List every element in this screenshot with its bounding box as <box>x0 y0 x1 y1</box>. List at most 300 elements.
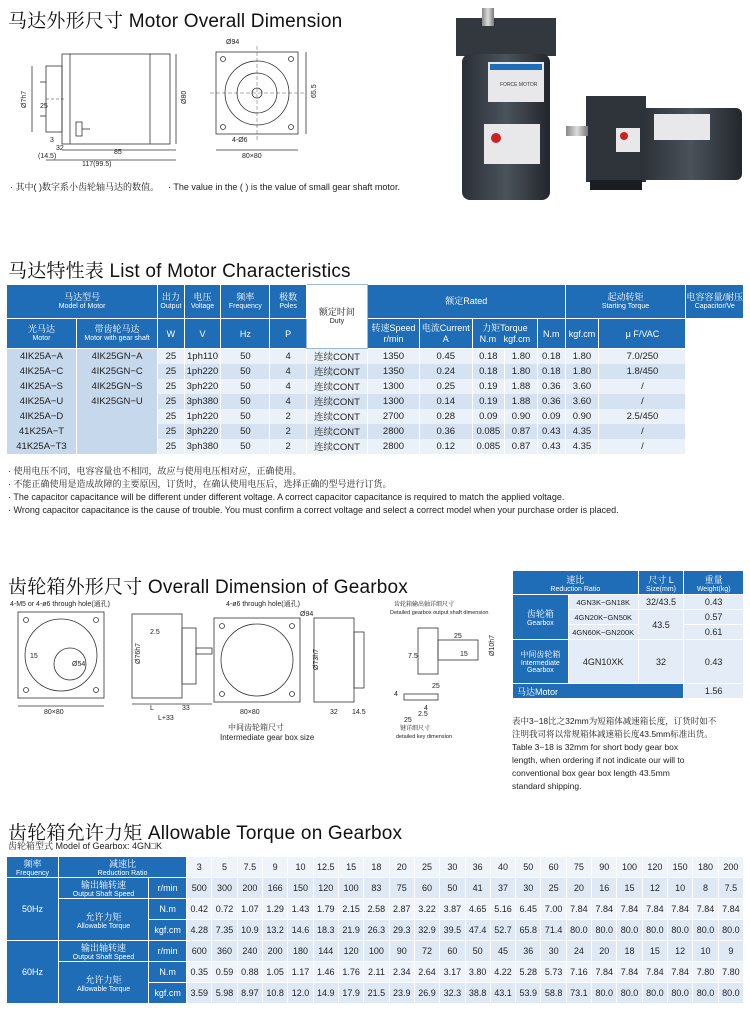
value-cell: 7.84 <box>592 899 617 920</box>
weight-cell: 0.43 <box>684 595 744 610</box>
table-cell: 1300 <box>368 379 420 394</box>
dim-shaft-25: 25 <box>454 633 462 640</box>
value-cell: 80.0 <box>566 920 591 941</box>
table-cell: 25 <box>158 364 185 379</box>
dim-shaft-dia: Ø7h7 <box>21 90 28 108</box>
value-cell: 20 <box>566 878 591 899</box>
value-cell: 15 <box>642 941 667 962</box>
value-cell: 25 <box>541 878 566 899</box>
table-cell: 25 <box>158 394 185 409</box>
inter-label-en: Intermediate gear box size <box>220 733 315 742</box>
value-cell: 7.84 <box>642 899 667 920</box>
header-rated: 额定Rated <box>368 285 565 319</box>
section-title-motor-characteristics <box>8 256 351 283</box>
dim-7-5: 7.5 <box>408 653 418 660</box>
table-cell: 4 <box>270 349 306 364</box>
value-cell: 21.9 <box>338 920 363 941</box>
value-cell: 80.0 <box>693 920 718 941</box>
dim-32: 32 <box>56 145 64 152</box>
value-cell: 3.87 <box>440 899 465 920</box>
unit-v: V <box>184 319 221 349</box>
nameplate-text: FORCE MOTOR <box>500 82 538 88</box>
table-cell: 0.09 <box>538 409 565 424</box>
table-cell: 0.43 <box>538 439 565 454</box>
value-cell: 180 <box>288 941 313 962</box>
dim-10: Ø10h7 <box>489 634 496 656</box>
value-cell: 5.16 <box>490 899 515 920</box>
value-cell: 0.42 <box>187 899 212 920</box>
value-cell: 73.1 <box>566 983 591 1004</box>
table-cell: 0.085 <box>472 424 504 439</box>
value-cell: 80.0 <box>617 920 642 941</box>
table-cell: 0.18 <box>472 349 504 364</box>
table-cell: 1.80 <box>565 364 599 379</box>
table-cell: 0.36 <box>538 379 565 394</box>
table-cell <box>76 439 157 454</box>
value-cell: 7.84 <box>668 899 693 920</box>
table-cell: 连续CONT <box>306 424 367 439</box>
ratio-cell: 15 <box>338 857 363 878</box>
value-cell: 7.84 <box>668 962 693 983</box>
value-cell: 72 <box>414 941 439 962</box>
section-title-gearbox-dimension <box>8 572 408 599</box>
value-cell: 30 <box>541 941 566 962</box>
table-cell: 4IK25GN−A <box>76 349 157 364</box>
value-cell: 0.72 <box>212 899 237 920</box>
table-cell: 0.25 <box>419 379 472 394</box>
value-cell: 80.0 <box>718 920 743 941</box>
value-cell: 12.0 <box>288 983 313 1004</box>
table-cell: 0.45 <box>419 349 472 364</box>
value-cell: 18 <box>617 941 642 962</box>
value-cell: 53.9 <box>516 983 541 1004</box>
size-cell: 32 <box>638 640 684 684</box>
dim-94: Ø94 <box>226 39 240 46</box>
unit-label: N.m <box>149 962 187 983</box>
unit-label: kgf.cm <box>149 983 187 1004</box>
value-cell: 240 <box>237 941 262 962</box>
value-cell: 41 <box>465 878 490 899</box>
gearbox-paragraph <box>512 715 746 793</box>
header-torque: 力矩Torque N.m kgf.cm <box>472 319 537 349</box>
gearbox-dimension-drawing <box>8 598 508 748</box>
title-en: Allowable Torque on Gearbox <box>147 823 403 844</box>
value-cell: 30 <box>516 878 541 899</box>
value-cell: 37 <box>490 878 515 899</box>
table-cell: 3ph380 <box>184 439 221 454</box>
value-cell: 7.00 <box>541 899 566 920</box>
table-cell: 4IK25A−U <box>7 394 77 409</box>
header-weight: 重量 Weight(kg) <box>684 571 744 595</box>
ratio-cell: 30 <box>440 857 465 878</box>
table-cell: 1.88 <box>505 394 538 409</box>
table-cell: 0.18 <box>472 364 504 379</box>
dim-shaft-15: 15 <box>460 651 468 658</box>
value-cell: 6.45 <box>516 899 541 920</box>
table-cell: 1300 <box>368 394 420 409</box>
table-cell: 4.35 <box>565 439 599 454</box>
weight-cell: 1.56 <box>684 684 744 699</box>
value-cell: 80.0 <box>592 983 617 1004</box>
table-cell: 3.60 <box>565 394 599 409</box>
ratio-cell: 20 <box>389 857 414 878</box>
value-cell: 4.22 <box>490 962 515 983</box>
unit-nm: N.m <box>538 319 565 349</box>
value-cell: 58.8 <box>541 983 566 1004</box>
ratio-cell: 9 <box>263 857 288 878</box>
table-cell: 4IK25A−A <box>7 349 77 364</box>
table-cell: 连续CONT <box>306 439 367 454</box>
key-en: detailed key dimension <box>396 734 452 740</box>
value-cell: 3.22 <box>414 899 439 920</box>
ratio-cell: 150 <box>668 857 693 878</box>
table-cell: / <box>599 439 686 454</box>
motor-characteristics-table <box>6 284 744 454</box>
table-cell: 50 <box>221 349 270 364</box>
ratio-cell: 200 <box>718 857 743 878</box>
title-en: List of Motor Characteristics <box>109 261 351 282</box>
table-cell: 4IK25GN−C <box>76 364 157 379</box>
dim-80x80-b: 80×80 <box>240 709 260 716</box>
value-cell: 500 <box>187 878 212 899</box>
table-cell: 1.8/450 <box>599 364 686 379</box>
para-line: 注明我司将以常规箱体减速箱长度43.5mm标准出货。 <box>512 729 713 739</box>
motor-photo <box>440 4 746 204</box>
dim-94-b: Ø94 <box>300 611 314 618</box>
dim-65-5: 65.5 <box>311 84 318 98</box>
value-cell: 7.84 <box>617 962 642 983</box>
value-cell: 3.80 <box>465 962 490 983</box>
table-cell: 1ph110 <box>184 349 221 364</box>
value-cell: 4.28 <box>187 920 212 941</box>
value-cell: 8.97 <box>237 983 262 1004</box>
table-cell: 0.18 <box>538 349 565 364</box>
para-line: Table 3−18 is 32mm for short body gear box <box>512 742 679 752</box>
table-cell: 0.90 <box>505 409 538 424</box>
value-cell: 14.9 <box>313 983 338 1004</box>
value-cell: 10 <box>668 878 693 899</box>
table-cell: 3ph220 <box>184 424 221 439</box>
value-cell: 80.0 <box>693 983 718 1004</box>
table-cell: 1350 <box>368 364 420 379</box>
value-cell: 600 <box>187 941 212 962</box>
header-model: 马达型号 Model of Motor <box>7 285 158 319</box>
dim-54: Ø54 <box>72 661 86 668</box>
gearbox-model-line: 齿轮箱型式 Model of Gearbox: 4GN□K <box>8 841 162 851</box>
ratio-cell: 100 <box>617 857 642 878</box>
ratio-cell: 4GN10XK <box>568 640 638 684</box>
table-cell: 0.09 <box>472 409 504 424</box>
header-capacitor: 电容容量/耐压 Capacitor/Ve <box>686 285 744 319</box>
table-cell: 3.60 <box>565 379 599 394</box>
unit-kgf: kgf.cm <box>565 319 599 349</box>
header-gear-motor: 带齿轮马达 Motor with gear shaft <box>76 319 157 349</box>
dim-117: 117(99.5) <box>82 161 112 168</box>
value-cell: 39.5 <box>440 920 465 941</box>
table-cell: 4IK25A−D <box>7 409 77 424</box>
value-cell: 360 <box>212 941 237 962</box>
value-cell: 60 <box>440 941 465 962</box>
table-cell: 1.80 <box>565 349 599 364</box>
ratio-cell: 18 <box>364 857 389 878</box>
torque-nm-row <box>7 962 744 983</box>
table-cell: 连续CONT <box>306 364 367 379</box>
value-cell: 7.80 <box>718 962 743 983</box>
dim-14-5: (14.5) <box>38 153 57 160</box>
value-cell: 7.84 <box>566 899 591 920</box>
table-cell: 0.43 <box>538 424 565 439</box>
table-cell: 0.085 <box>472 439 504 454</box>
value-cell: 0.59 <box>212 962 237 983</box>
unit-label: N.m <box>149 899 187 920</box>
ratio-cell: 4GN3K−GN18K <box>568 595 638 610</box>
table-cell: 0.14 <box>419 394 472 409</box>
value-cell: 43.1 <box>490 983 515 1004</box>
value-cell: 1.17 <box>288 962 313 983</box>
value-cell: 26.3 <box>364 920 389 941</box>
note-en-value: · The value in the ( ) is the value of small gear shaft motor. <box>168 182 400 192</box>
value-cell: 10.9 <box>237 920 262 941</box>
value-cell: 7.84 <box>592 962 617 983</box>
torque-label: 允许力矩 Allowable Torque <box>59 962 149 1004</box>
unit-w: W <box>158 319 185 349</box>
value-cell: 120 <box>313 878 338 899</box>
table-cell: 0.12 <box>419 439 472 454</box>
value-cell: 3.59 <box>187 983 212 1004</box>
value-cell: 23.9 <box>389 983 414 1004</box>
value-cell: 1.29 <box>263 899 288 920</box>
value-cell: 7.84 <box>617 899 642 920</box>
header-speed: 转速Speed r/min <box>368 319 420 349</box>
title-en: Motor Overall Dimension <box>128 11 343 32</box>
para-line: length, when ordering if not indicate our will to <box>512 755 685 765</box>
dim-L: L <box>150 705 154 712</box>
value-cell: 15 <box>617 878 642 899</box>
table-cell: / <box>599 424 686 439</box>
table-cell: 50 <box>221 409 270 424</box>
table-cell: 25 <box>158 349 185 364</box>
ratio-cell: 7.5 <box>237 857 262 878</box>
dim-L33: L+33 <box>158 715 174 722</box>
unit-cap: μ F/VAC <box>599 319 686 349</box>
value-cell: 7.84 <box>718 899 743 920</box>
dim-80x80: 80×80 <box>242 153 262 160</box>
value-cell: 80.0 <box>642 983 667 1004</box>
table-cell: 50 <box>221 394 270 409</box>
value-cell: 1.76 <box>338 962 363 983</box>
value-cell: 47.4 <box>465 920 490 941</box>
inter-label-cn: 中间齿轮箱尺寸 <box>228 723 284 732</box>
table-cell: 1ph220 <box>184 409 221 424</box>
value-cell: 5.73 <box>541 962 566 983</box>
table-cell: 4.35 <box>565 424 599 439</box>
dim-32-b: 32 <box>330 709 338 716</box>
header-size: 尺寸 L Size(mm) <box>638 571 684 595</box>
unit-p: P <box>270 319 306 349</box>
table-cell: 1350 <box>368 349 420 364</box>
table-cell: 25 <box>158 379 185 394</box>
value-cell: 32.3 <box>440 983 465 1004</box>
ratio-cell: 120 <box>642 857 667 878</box>
table-cell: 1.80 <box>505 364 538 379</box>
value-cell: 300 <box>212 878 237 899</box>
value-cell: 2.58 <box>364 899 389 920</box>
value-cell: 100 <box>364 941 389 962</box>
ratio-cell: 12.5 <box>313 857 338 878</box>
table-cell: 1.88 <box>505 379 538 394</box>
note-line: · 不能正确使用是造成故障的主要原因，订货时，在确认使用电压后，选择正确的型号进行订货。 <box>8 479 392 489</box>
value-cell: 1.43 <box>288 899 313 920</box>
speed-label: 输出轴转速 Output Shaft Speed <box>59 941 149 962</box>
value-cell: 14.6 <box>288 920 313 941</box>
value-cell: 13.2 <box>263 920 288 941</box>
table-cell: 2800 <box>368 439 420 454</box>
note-line: · Wrong capacitor capacitance is the cause of trouble. You must confirm a correct voltage and select a correct model when your purchase order is placed. <box>8 505 619 515</box>
table-cell: 0.36 <box>538 394 565 409</box>
ratio-cell: 75 <box>566 857 591 878</box>
table-cell: 25 <box>158 439 185 454</box>
dim-3: 3 <box>50 137 54 144</box>
value-cell: 32.9 <box>414 920 439 941</box>
torque-nm-row <box>7 899 744 920</box>
value-cell: 20 <box>592 941 617 962</box>
table-cell: 4IK25GN−S <box>76 379 157 394</box>
value-cell: 5.98 <box>212 983 237 1004</box>
value-cell: 3.17 <box>440 962 465 983</box>
torque-label: 允许力矩 Allowable Torque <box>59 899 149 941</box>
header-starting-torque: 起动转矩 Starting Torque <box>565 285 686 319</box>
table-cell: 7.0/250 <box>599 349 686 364</box>
table-cell: 25 <box>158 409 185 424</box>
dim-2-5: 2.5 <box>150 629 160 636</box>
table-cell: 50 <box>221 439 270 454</box>
table-cell: 41K25A−T <box>7 424 77 439</box>
value-cell: 4.65 <box>465 899 490 920</box>
value-cell: 12 <box>668 941 693 962</box>
table-cell: 0.28 <box>419 409 472 424</box>
value-cell: 5.28 <box>516 962 541 983</box>
table-cell: 41K25A−T3 <box>7 439 77 454</box>
title-cn: 齿轮箱允许力矩 <box>8 822 143 844</box>
weight-cell: 0.61 <box>684 625 744 640</box>
detail-en: Detailed gearbox output shaft dimension <box>390 610 489 616</box>
value-cell: 144 <box>313 941 338 962</box>
value-cell: 38.8 <box>465 983 490 1004</box>
value-cell: 12 <box>642 878 667 899</box>
intermediate-label: 中间齿轮箱 Intermediate Gearbox <box>513 640 569 684</box>
speed-row <box>7 878 744 899</box>
dim-4-holes: 4-Ø6 <box>232 137 248 144</box>
table-cell: 连续CONT <box>306 349 367 364</box>
value-cell: 80.0 <box>668 920 693 941</box>
value-cell: 75 <box>389 878 414 899</box>
detail-cn: 齿轮箱输出轴详细尺寸 <box>394 601 455 608</box>
motor-label: 马达Motor <box>513 684 684 699</box>
value-cell: 21.5 <box>364 983 389 1004</box>
unit-label: r/min <box>149 878 187 899</box>
dim-25: 25 <box>40 103 48 110</box>
gearbox-label: 齿轮箱 Gearbox <box>513 595 569 640</box>
motor-dimension-drawing <box>10 36 430 174</box>
value-cell: 1.79 <box>313 899 338 920</box>
para-line: 表中3−18比之32mm为短箱体减速箱长度，订货时如不 <box>512 716 717 726</box>
value-cell: 2.87 <box>389 899 414 920</box>
table-cell: 4IK25A−S <box>7 379 77 394</box>
table-cell: 连续CONT <box>306 409 367 424</box>
frequency-label: 60Hz <box>7 941 59 1004</box>
characteristics-notes <box>8 465 619 517</box>
para-line: standard shipping. <box>512 781 582 791</box>
size-cell: 32/43.5 <box>638 595 684 610</box>
header-frequency: 频率 Frequency <box>7 857 59 878</box>
value-cell: 80.0 <box>642 920 667 941</box>
table-cell: 连续CONT <box>306 394 367 409</box>
speed-row <box>7 941 744 962</box>
frequency-label: 50Hz <box>7 878 59 941</box>
value-cell: 36 <box>516 941 541 962</box>
value-cell: 16 <box>592 878 617 899</box>
table-cell: 0.24 <box>419 364 472 379</box>
header-voltage: 电压 Voltage <box>184 285 221 319</box>
dim-key-4: 4 <box>424 705 428 712</box>
value-cell: 10.8 <box>263 983 288 1004</box>
value-cell: 50 <box>440 878 465 899</box>
para-line: conventional box gear box length 43.5mm <box>512 768 670 778</box>
table-row <box>7 409 744 424</box>
table-cell: 2 <box>270 409 306 424</box>
value-cell: 7.16 <box>566 962 591 983</box>
value-cell: 1.07 <box>237 899 262 920</box>
ratio-cell: 4GN60K−GN200K <box>568 625 638 640</box>
value-cell: 45 <box>490 941 515 962</box>
value-cell: 52.7 <box>490 920 515 941</box>
value-cell: 8 <box>693 878 718 899</box>
value-cell: 2.64 <box>414 962 439 983</box>
hole-label-2: 4-ø6 through hole(通孔) <box>226 601 300 608</box>
value-cell: 60 <box>414 878 439 899</box>
value-cell: 80.0 <box>668 983 693 1004</box>
value-cell: 71.4 <box>541 920 566 941</box>
section-title-motor-dimension <box>8 6 342 33</box>
size-cell: 43.5 <box>638 610 684 640</box>
value-cell: 2.11 <box>364 962 389 983</box>
header-frequency: 频率 Frequency <box>221 285 270 319</box>
ratio-cell: 90 <box>592 857 617 878</box>
header-ratio: 减速比 Reduction Ratio <box>59 857 187 878</box>
value-cell: 200 <box>263 941 288 962</box>
title-cn: 齿轮箱外形尺寸 <box>8 576 143 598</box>
ratio-cell: 5 <box>212 857 237 878</box>
table-cell: 2 <box>270 439 306 454</box>
table-cell: 50 <box>221 379 270 394</box>
table-cell: 2800 <box>368 424 420 439</box>
table-cell <box>76 409 157 424</box>
table-row <box>7 424 744 439</box>
unit-label: kgf.cm <box>149 920 187 941</box>
value-cell: 7.84 <box>693 899 718 920</box>
value-cell: 10 <box>693 941 718 962</box>
table-cell: 3ph220 <box>184 379 221 394</box>
value-cell: 200 <box>237 878 262 899</box>
value-cell: 0.35 <box>187 962 212 983</box>
ratio-cell: 180 <box>693 857 718 878</box>
allowable-torque-table <box>6 856 744 1004</box>
dim-key-25: 25 <box>404 717 412 724</box>
value-cell: 2.15 <box>338 899 363 920</box>
value-cell: 18.3 <box>313 920 338 941</box>
table-cell: 2700 <box>368 409 420 424</box>
table-row <box>7 379 744 394</box>
